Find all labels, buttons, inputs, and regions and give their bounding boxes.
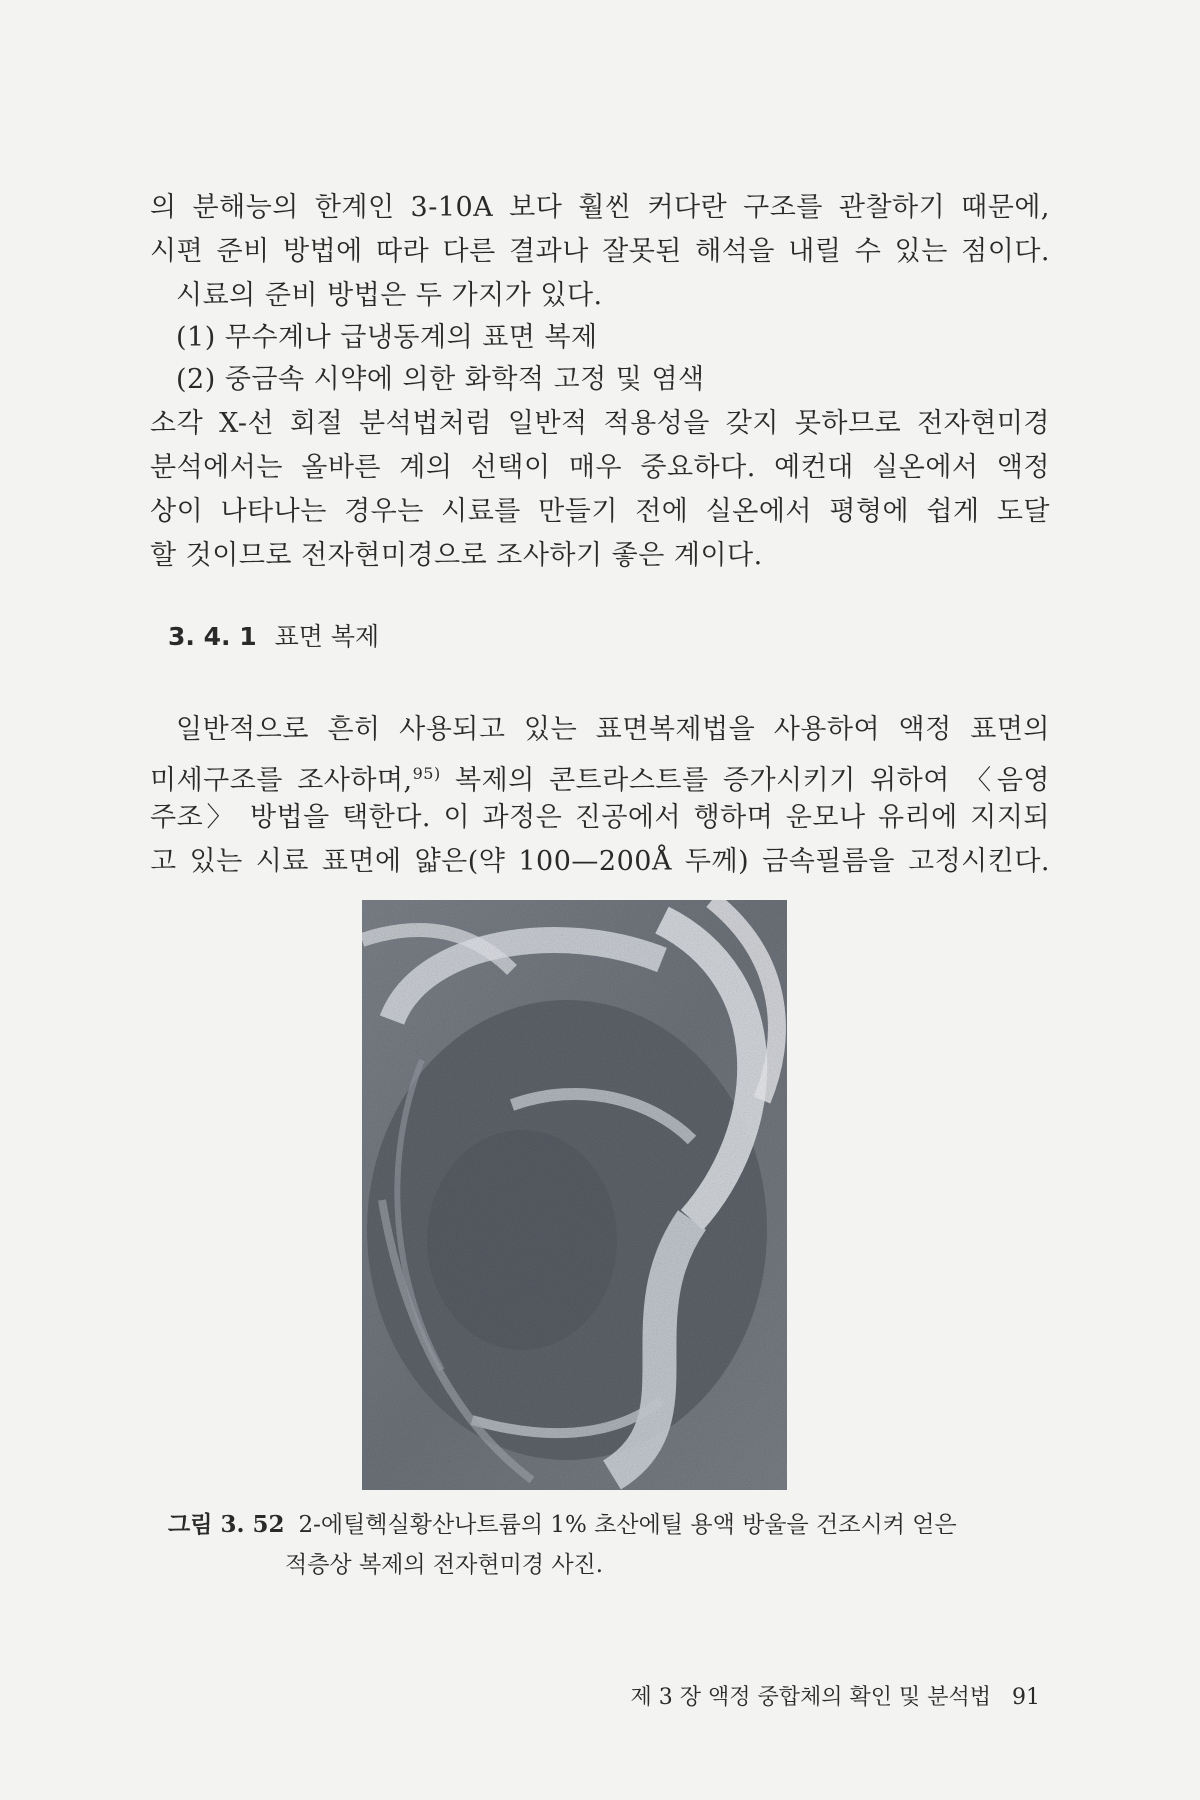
body-line-2: 시편 준비 방법에 따라 다른 결과나 잘못된 해석을 내릴 수 있는 점이다. bbox=[150, 236, 1050, 267]
section-line-3: 주조〉 방법을 택한다. 이 과정은 진공에서 행하며 운모나 유리에 지지되 bbox=[150, 802, 1050, 833]
page-footer bbox=[540, 1683, 1040, 1713]
section-heading bbox=[168, 620, 379, 654]
body-line-3: 시료의 준비 방법은 두 가지가 있다. bbox=[176, 280, 603, 311]
page-number: 91 bbox=[1012, 1685, 1040, 1710]
body-line-1: 의 분해능의 한계인 3-10A 보다 훨씬 커다란 구조를 관찰하기 때문에, bbox=[150, 192, 1050, 223]
list-item-2: (2) 중금속 시약에 의한 화학적 고정 및 염색 bbox=[176, 364, 705, 395]
section-line-2-rest: 복제의 콘트라스트를 증가시키기 위하여 〈음영 bbox=[455, 765, 1050, 796]
reference-marker: 95) bbox=[412, 764, 441, 783]
section-line-4: 고 있는 시료 표면에 얇은(약 100—200Å 두께) 금속필름을 고정시킨다. bbox=[150, 846, 1050, 877]
figure-caption-text: 2-에틸헥실황산나트륨의 1% 초산에틸 용액 방울을 건조시켜 얻은 bbox=[298, 1512, 957, 1538]
chapter-running-title: 제 3 장 액정 중합체의 확인 및 분석법 bbox=[630, 1685, 992, 1710]
section-line-2 bbox=[150, 754, 1050, 801]
body-line-7: 분석에서는 올바른 계의 선택이 매우 중요하다. 예컨대 실온에서 액정 bbox=[150, 452, 1050, 483]
body-line-6: 소각 X-선 회절 분석법처럼 일반적 적용성을 갖지 못하므로 전자현미경 bbox=[150, 408, 1050, 439]
electron-micrograph-figure bbox=[362, 900, 787, 1490]
figure-caption-line-1 bbox=[168, 1508, 1048, 1542]
section-title: 표면 복제 bbox=[274, 622, 380, 651]
section-line-2-text: 미세구조를 조사하며, bbox=[150, 765, 413, 796]
section-line-1: 일반적으로 흔히 사용되고 있는 표면복제법을 사용하여 액정 표면의 bbox=[176, 714, 1050, 745]
body-line-8: 상이 나타나는 경우는 시료를 만들기 전에 실온에서 평형에 쉽게 도달 bbox=[150, 496, 1050, 527]
micrograph-image bbox=[362, 900, 787, 1490]
figure-caption-line-2: 적층상 복제의 전자현미경 사진. bbox=[285, 1552, 604, 1578]
list-item-1: (1) 무수계나 급냉동계의 표면 복제 bbox=[176, 322, 598, 353]
figure-label: 그림 3. 52 bbox=[168, 1511, 285, 1538]
section-number: 3. 4. 1 bbox=[168, 622, 257, 651]
body-line-9: 할 것이므로 전자현미경으로 조사하기 좋은 계이다. bbox=[150, 540, 763, 571]
